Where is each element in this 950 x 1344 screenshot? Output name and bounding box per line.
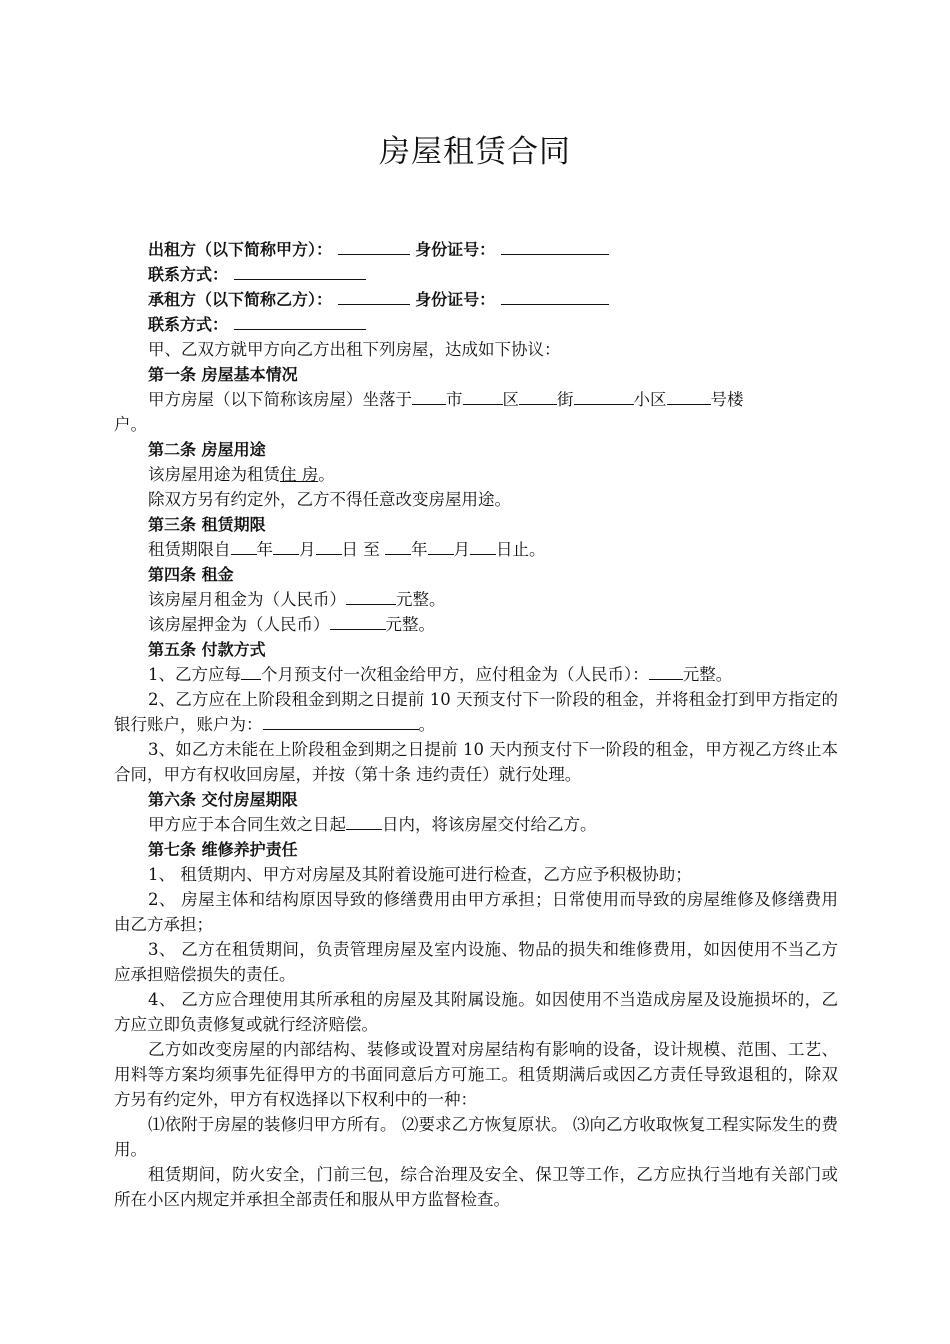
article-5-item-1	[114, 662, 838, 687]
deposit-text: 该房屋押金为（人民币）	[148, 615, 330, 634]
rent-unit: 元整。	[396, 590, 446, 609]
payment-1-unit: 元整。	[682, 665, 733, 684]
end-year-blank[interactable]	[385, 537, 411, 555]
community-label: 小区	[633, 390, 667, 409]
building-label: 号楼	[710, 390, 744, 409]
article-7-renovation: 乙方如改变房屋的内部结构、装修或设置对房屋结构有影响的设备，设计规模、范围、工艺、用料等方案均须事先征得甲方的书面同意后方可施工。租赁期满后或因乙方责任导致退租的，除双方另有约定外，甲方有权选择以下权利中的一种：	[114, 1040, 838, 1109]
lessor-name-blank[interactable]	[338, 237, 410, 255]
use-end: 。	[318, 465, 335, 484]
article-7-item-2: 2、 房屋主体和结构原因导致的修缮费用由甲方承担；日常使用而导致的房屋维修及修缮费用由乙方承担；	[114, 890, 838, 934]
lessee-label: 承租方（以下简称乙方）：	[148, 290, 333, 309]
article-2-use	[114, 462, 838, 487]
article-5-item-3: 3、如乙方未能在上阶段租金到期之日提前 10 天内预支付下一阶段的租金，甲方视乙方终止本合同，甲方有权收回房屋，并按（第十条 违约责任）就行处理。	[114, 740, 838, 784]
months-blank[interactable]	[241, 662, 261, 680]
article-7-options: ⑴依附于房屋的装修归甲方所有。 ⑵要求乙方恢复原状。 ⑶向乙方收取恢复工程实际发生的费用。	[114, 1115, 838, 1159]
article-4-rent	[114, 587, 838, 612]
lessor-contact-line	[114, 262, 838, 287]
end-day-blank[interactable]	[470, 537, 496, 555]
intro-text: 甲、乙双方就甲方向乙方出租下列房屋，达成如下协议：	[148, 340, 561, 359]
article-3-term	[114, 537, 838, 562]
article-2-restriction: 除双方另有约定外，乙方不得任意改变房屋用途。	[148, 490, 511, 509]
article-7-heading: 第七条 维修养护责任	[148, 840, 298, 859]
lessor-contact-blank[interactable]	[234, 262, 366, 280]
term-text: 租赁期限自	[148, 540, 231, 559]
lessor-label: 出租方（以下简称甲方）：	[148, 240, 333, 259]
community-blank[interactable]	[574, 387, 634, 405]
deposit-unit: 元整。	[385, 615, 435, 634]
bank-account-blank[interactable]	[263, 712, 419, 730]
street-label: 街	[557, 390, 574, 409]
term-end: 日止。	[496, 540, 546, 559]
article-6-delivery	[114, 812, 838, 837]
lessee-name-blank[interactable]	[338, 287, 410, 305]
article-2-heading: 第二条 房屋用途	[148, 440, 266, 459]
end-month-blank[interactable]	[428, 537, 454, 555]
lessee-id-label: 身份证号：	[415, 290, 496, 309]
lessor-line	[114, 237, 838, 262]
district-blank[interactable]	[463, 387, 503, 405]
building-blank[interactable]	[667, 387, 711, 405]
lessor-id-label: 身份证号：	[415, 240, 496, 259]
contract-body	[114, 237, 838, 1212]
day-to-label: 日 至	[341, 540, 380, 559]
year-label: 年	[411, 540, 428, 559]
article-4-deposit	[114, 612, 838, 637]
lessor-id-blank[interactable]	[501, 237, 609, 255]
year-label: 年	[256, 540, 273, 559]
lessee-line	[114, 287, 838, 312]
delivery-text-2: 日内，将该房屋交付给乙方。	[382, 815, 597, 834]
use-text: 该房屋用途为租赁	[148, 465, 280, 484]
payment-2-text: 2、乙方应在上阶段租金到期之日提前 10 天预支付下一阶段的租金，并将租金打到甲方指定的银行账户，账户为：	[114, 690, 838, 734]
lessee-contact-label: 联系方式：	[148, 315, 229, 334]
article-1-heading: 第一条 房屋基本情况	[148, 365, 298, 384]
delivery-text: 甲方应于本合同生效之日起	[148, 815, 346, 834]
deposit-blank[interactable]	[330, 612, 386, 630]
payment-amount-blank[interactable]	[649, 662, 683, 680]
rent-blank[interactable]	[346, 587, 396, 605]
lessee-id-blank[interactable]	[501, 287, 609, 305]
article-6-heading: 第六条 交付房屋期限	[148, 790, 298, 809]
location-text: 甲方房屋（以下简称该房屋）坐落于	[148, 390, 412, 409]
article-7-safety: 租赁期间，防火安全，门前三包，综合治理及安全、保卫等工作，乙方应执行当地有关部门或所在小区内规定并承担全部责任和服从甲方监督检查。	[114, 1165, 838, 1209]
article-7-item-4: 4、 乙方应合理使用其所承租的房屋及其附属设施。如因使用不当造成房屋及设施损坏的，乙方应立即负责修复或就行经济赔偿。	[114, 990, 838, 1034]
start-year-blank[interactable]	[231, 537, 257, 555]
document-title: 房屋租赁合同	[379, 134, 571, 170]
start-day-blank[interactable]	[316, 537, 342, 555]
article-7-item-3: 3、 乙方在租赁期间，负责管理房屋及室内设施、物品的损失和维修费用，如因使用不当乙方应承担赔偿损失的责任。	[114, 940, 838, 984]
article-1-unit: 户。	[114, 415, 147, 434]
payment-1-text: 1、乙方应每	[148, 665, 241, 684]
lessor-contact-label: 联系方式：	[148, 265, 229, 284]
article-4-heading: 第四条 租金	[148, 565, 234, 584]
article-3-heading: 第三条 租赁期限	[148, 515, 266, 534]
city-blank[interactable]	[412, 387, 446, 405]
start-month-blank[interactable]	[273, 537, 299, 555]
payment-1-text-2: 个月预支付一次租金给甲方，应付租金为（人民币）：	[261, 665, 649, 684]
street-blank[interactable]	[519, 387, 557, 405]
use-value: 住 房	[280, 465, 319, 484]
month-label: 月	[299, 540, 316, 559]
article-5-item-2	[114, 687, 838, 737]
district-label: 区	[502, 390, 519, 409]
payment-2-end: 。	[418, 715, 435, 734]
delivery-days-blank[interactable]	[346, 812, 382, 830]
article-1-location	[114, 387, 838, 412]
article-5-heading: 第五条 付款方式	[148, 640, 266, 659]
month-label: 月	[453, 540, 470, 559]
lessee-contact-blank[interactable]	[234, 312, 366, 330]
lessee-contact-line	[114, 312, 838, 337]
article-7-item-1: 1、 租赁期内、甲方对房屋及其附着设施可进行检查，乙方应予积极协助；	[148, 865, 692, 884]
rent-text: 该房屋月租金为（人民币）	[148, 590, 346, 609]
city-label: 市	[446, 390, 463, 409]
